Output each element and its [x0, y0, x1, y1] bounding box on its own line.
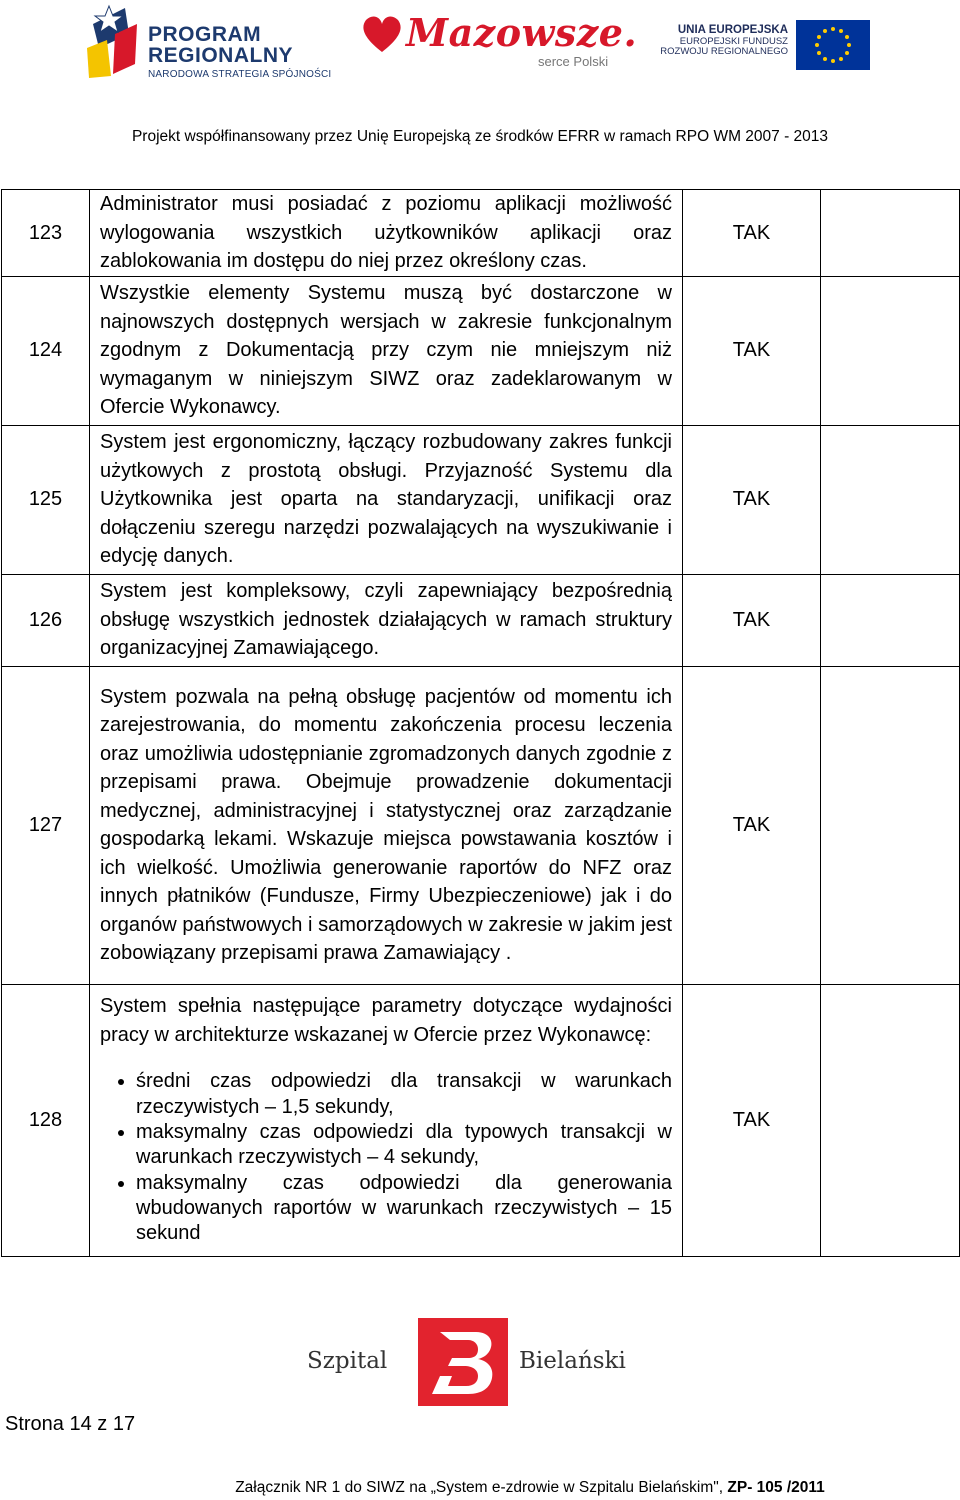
row-description-cell — [90, 984, 683, 1256]
eu-flag-icon — [796, 20, 870, 70]
ue-line2: EUROPEJSKI FUNDUSZ — [679, 35, 788, 47]
row-value: TAK — [683, 984, 821, 1256]
row-value: TAK — [683, 276, 821, 425]
row-description: Administrator musi posiadać z poziomu aplikacji możliwość wylogowania wszystkich użytkowników aplikacji oraz zablokowania im dostępu do niej przez określony czas. — [90, 190, 683, 277]
header-logos — [0, 0, 960, 95]
program-line: PROGRAM — [148, 23, 262, 46]
bielanski-b-icon — [418, 1318, 508, 1406]
parameters-list — [100, 1069, 672, 1246]
row-value: TAK — [683, 190, 821, 277]
logo-unia-europejska — [656, 20, 876, 72]
row-number: 126 — [2, 574, 90, 666]
row-value: TAK — [683, 425, 821, 574]
row-empty-cell — [821, 666, 960, 984]
row-empty-cell — [821, 276, 960, 425]
mazowsze-wordmark: Mazowsze. — [406, 10, 638, 55]
list-item: • maksymalny czas odpowiedzi dla generowania wbudowanych raportów w warunkach rzeczywistych – 15 sekund — [136, 1171, 672, 1247]
row-description: Wszystkie elementy Systemu muszą być dostarczone w najnowszych dostępnych wersjach w zakresie funkcjonalnym zgodnym z Dokumentacją przy czym nie mniejszym niż wymaganym w niniejszym SIWZ oraz zadeklarowanym w Ofercie Wykonawcy. — [90, 276, 683, 425]
logo-program-regionalny — [85, 4, 335, 84]
szpital-text: Szpital — [307, 1348, 388, 1374]
row-empty-cell — [821, 984, 960, 1256]
logo-szpital-bielanski — [305, 1318, 655, 1408]
list-item: • średni czas odpowiedzi dla transakcji w warunkach rzeczywistych – 1,5 sekundy, — [136, 1069, 672, 1120]
regionalny-line: REGIONALNY — [148, 44, 294, 67]
project-cofinancing-line: Projekt współfinansowany przez Unię Europejską ze środków EFRR w ramach RPO WM 2007 - 2013 — [131, 128, 829, 145]
logo-mazowsze — [360, 10, 638, 80]
page-number: Strona 14 z 17 — [5, 1413, 136, 1435]
table-row — [2, 574, 960, 666]
serce-polski-text: serce Polski — [538, 54, 609, 69]
row-description: System spełnia następujące parametry dotyczące wydajności pracy w architekturze wskazanej w Ofercie przez Wykonawcę: — [100, 995, 672, 1046]
row-description: System pozwala na pełną obsługę pacjentów od momentu ich zarejestrowania, do momentu zakończenia procesu leczenia oraz umożliwia udostępnianie zgromadzonych danych zgodnie z przepisami prawa. Obejmuje prowadzenie dokumentacji medycznej, administracyjnej i statystycznej oraz zarządzanie gospodarką lekami. Wskazuje miejsca powstawania kosztów i ich wielkość. Umożliwia generowanie raportów do NFZ oraz innych płatników (Fundusze, Firmy Ubezpieczeniowe) jak i do organów państwowych i samorządowych w zakresie w jakim jest zobowiązany przepisami prawa Zamawiający . — [90, 666, 683, 984]
row-number: 125 — [2, 425, 90, 574]
heart-icon — [360, 12, 404, 56]
table-row — [2, 276, 960, 425]
row-number: 123 — [2, 190, 90, 277]
table-row — [2, 425, 960, 574]
row-empty-cell — [821, 574, 960, 666]
bielanski-text: Bielański — [519, 1348, 626, 1374]
row-value: TAK — [683, 574, 821, 666]
table-row — [2, 190, 960, 277]
strategia-line: NARODOWA STRATEGIA SPÓJNOŚCI — [148, 69, 332, 80]
row-number: 124 — [2, 276, 90, 425]
row-empty-cell — [821, 190, 960, 277]
table-row — [2, 666, 960, 984]
row-value: TAK — [683, 666, 821, 984]
row-empty-cell — [821, 425, 960, 574]
program-regionalny-star-icon — [85, 4, 145, 80]
requirements-table — [1, 189, 960, 1257]
attachment-text: Załącznik NR 1 do SIWZ na „System e-zdrowie w Szpitalu Bielańskim", — [235, 1479, 724, 1496]
row-description: System jest kompleksowy, czyli zapewniający bezpośrednią obsługę wszystkich jednostek działających w ramach struktury organizacyjnej Zamawiającego. — [90, 574, 683, 666]
row-description: System jest ergonomiczny, łączący rozbudowany zakres funkcji użytkowych z prostotą obsługi. Przyjazność Systemu dla Użytkownika jest oparta na standaryzacji, unifikacji oraz dołączeniu szeregu narzędzi pozwalających na wyszukiwanie i edycję danych. — [90, 425, 683, 574]
ue-line3: ROZWOJU REGIONALNEGO — [660, 46, 788, 58]
ue-line1: UNIA EUROPEJSKA — [677, 24, 788, 36]
list-item: • maksymalny czas odpowiedzi dla typowych transakcji w warunkach rzeczywistych – 4 sekundy, — [136, 1120, 672, 1171]
row-number: 128 — [2, 984, 90, 1256]
attachment-code: ZP- 105 /2011 — [727, 1479, 825, 1496]
attachment-footer — [140, 1479, 920, 1497]
row-number: 127 — [2, 666, 90, 984]
table-row — [2, 984, 960, 1256]
